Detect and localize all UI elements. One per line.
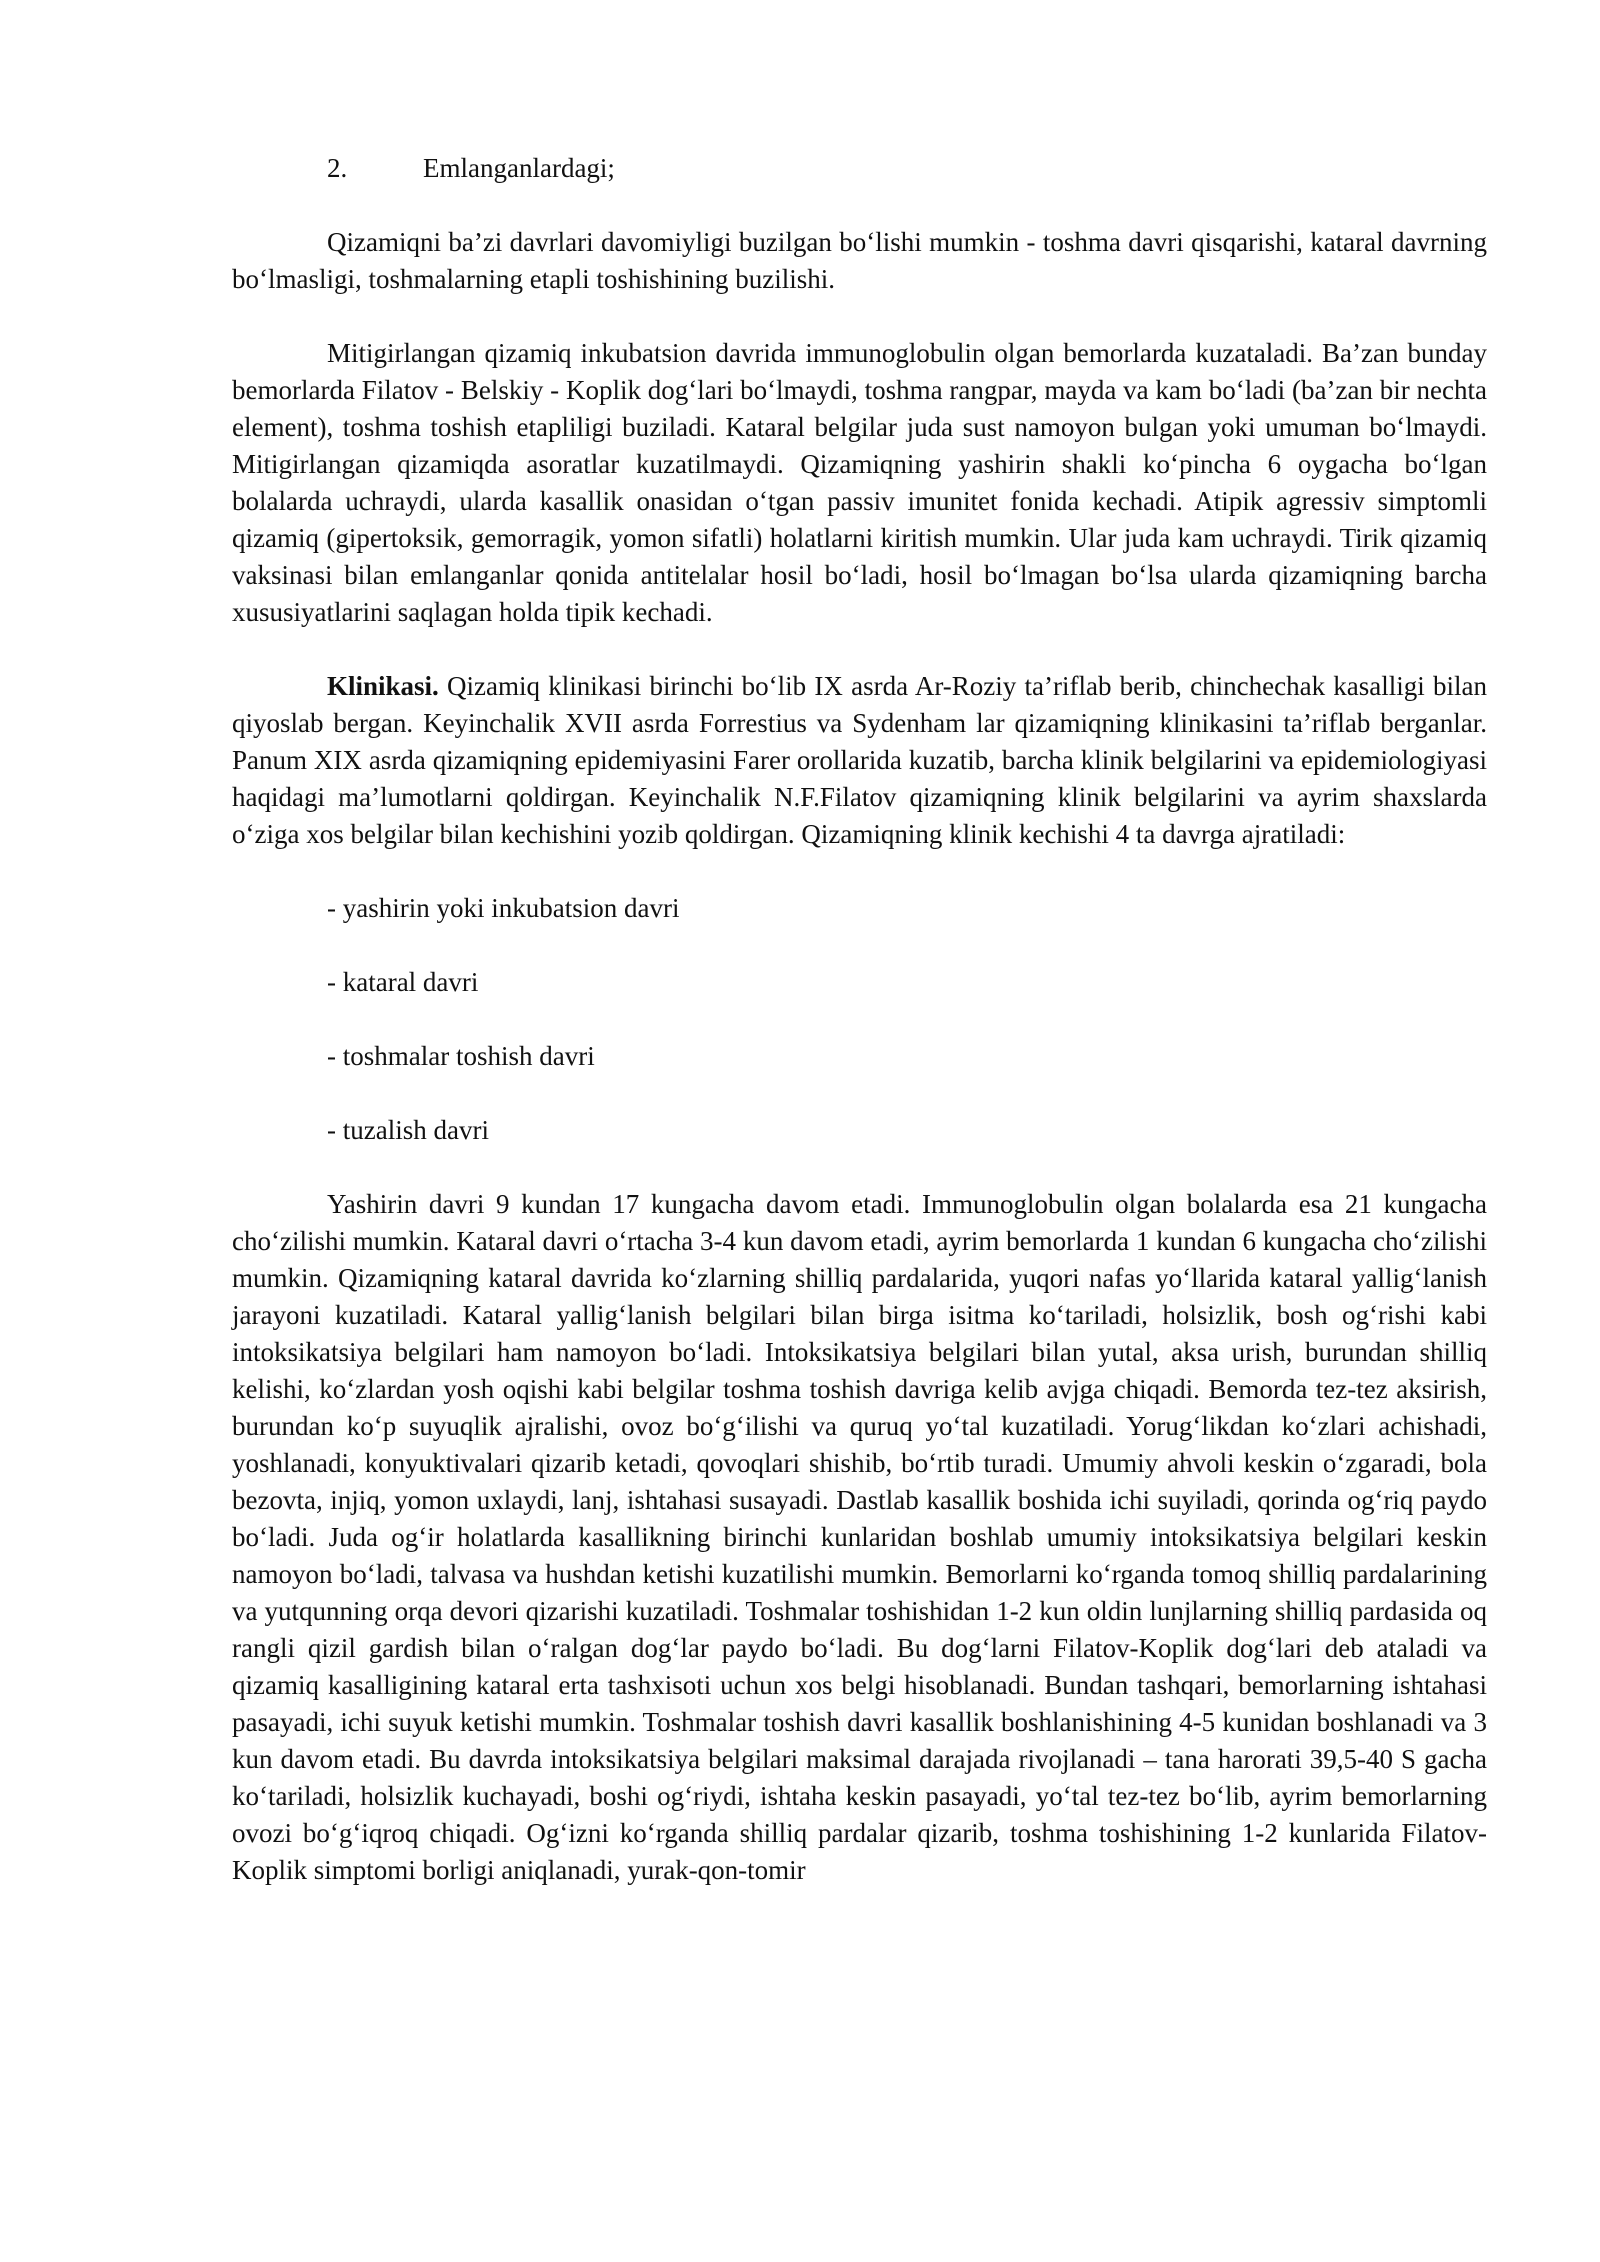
paragraph-altered-periods: Qizamiqni ba’zi davrlari davomiyligi buzilgan bo‘lishi mumkin - toshma davri qisqarishi, kataral davrning bo‘lmasligi, toshmalarning etapli toshishining buzilishi.: [232, 227, 1487, 294]
paragraph-mitigated-measles: Mitigirlangan qizamiq inkubatsion davrida immunoglobulin olgan bemorlarda kuzataladi. Ba’zan bunday bemorlarda Filatov - Belskiy - Koplik dog‘lari bo‘lmaydi, toshma rangpar, mayda va kam bo‘ladi (ba’zan bir nechta element), toshma toshish etapliligi buziladi. Kataral belgilar juda sust namoyon bulgan yoki umuman bo‘lmaydi. Mitigirlangan qizamiqda asoratlar kuzatilmaydi. Qizamiqning yashirin shakli ko‘pincha 6 oygacha bo‘lgan bolalarda uchraydi, ularda kasallik onasidan o‘tgan passiv imunitet fonida kechadi. Atipik agressiv simptomli qizamiq (gipertoksik, gemorragik, yomon sifatli) holatlarni kiritish mumkin. Ular juda kam uchraydi. Tirik qizamiq vaksinasi bilan emlanganlar qonida antitelalar hosil bo‘ladi, hosil bo‘lmagan bo‘lsa ularda qizamiqning barcha xususiyatlarini saqlagan holda tipik kechadi.: [232, 338, 1487, 627]
document-page: [232, 150, 1487, 1889]
clinical-history-text: Qizamiq klinikasi birinchi bo‘lib IX asrda Ar-Roziy ta’riflab berib, chinchechak kasalligi bilan qiyoslab bergan. Keyinchalik XVII asrda Forrestius va Sydenham lar qizamiqning klinikasini ta’riflab berganlar. Panum XIX asrda qizamiqning epidemiyasini Farer orollarida kuzatib, barcha klinik belgilarini va epidemiologiyasi haqidagi ma’lumotlarni qoldirgan. Keyinchalik N.F.Filatov qizamiqning klinik belgilarini va ayrim shaxslarda o‘ziga xos belgilar bilan kechishini yozib qoldirgan. Qizamiqning klinik kechishi 4 ta davrga ajratiladi:: [232, 671, 1487, 849]
list-item: - toshmalar toshish davri: [327, 1041, 595, 1071]
section-number: 2.: [327, 153, 348, 183]
clinical-heading: Klinikasi.: [327, 671, 439, 701]
list-item: - yashirin yoki inkubatsion davri: [327, 893, 680, 923]
list-item: - kataral davri: [327, 967, 479, 997]
paragraph-clinical-history: [232, 668, 1487, 853]
paragraph-periods-description: Yashirin davri 9 kundan 17 kungacha davom etadi. Immunoglobulin olgan bolalarda esa 21 kungacha cho‘zilishi mumkin. Kataral davri o‘rtacha 3-4 kun davom etadi, ayrim bemorlarda 1 kundan 6 kungacha cho‘zilishi mumkin. Qizamiqning kataral davrida ko‘zlarning shilliq pardalarida, yuqori nafas yo‘llarida kataral yallig‘lanish jarayoni kuzatiladi. Kataral yallig‘lanish belgilari bilan birga isitma ko‘tariladi, holsizlik, bosh og‘rishi kabi intoksikatsiya belgilari ham namoyon bo‘ladi. Intoksikatsiya belgilari bilan yutal, aksa urish, burundan shilliq kelishi, ko‘zlardan yosh oqishi kabi belgilar toshma toshish davriga kelib avjga chiqadi. Bemorda tez-tez aksirish, burundan ko‘p suyuqlik ajralishi, ovoz bo‘g‘ilishi va quruq yo‘tal kuzatiladi. Yorug‘likdan ko‘zlari achishadi, yoshlanadi, konyuktivalari qizarib ketadi, qovoqlari shishib, bo‘rtib turadi. Umumiy ahvoli keskin o‘zgaradi, bola bezovta, injiq, yomon uxlaydi, lanj, ishtahasi susayadi. Dastlab kasallik boshida ichi suyiladi, qorinda og‘riq paydo bo‘ladi. Juda og‘ir holatlarda kasallikning birinchi kunlaridan boshlab umumiy intoksikatsiya belgilari keskin namoyon bo‘ladi, talvasa va hushdan ketishi kuzatilishi mumkin. Bemorlarni ko‘rganda tomoq shilliq pardalarining va yutqunning orqa devori qizarishi kuzatiladi. Toshmalar toshishidan 1-2 kun oldin lunjlarning shilliq pardasida oq rangli qizil gardish bilan o‘ralgan dog‘lar paydo bo‘ladi. Bu dog‘larni Filatov-Koplik dog‘lari deb ataladi va qizamiq kasalligining kataral erta tashxisoti uchun xos belgi hisoblanadi. Bundan tashqari, bemorlarning ishtahasi pasayadi, ichi suyuk ketishi mumkin. Toshmalar toshish davri kasallik boshlanishining 4-5 kunidan boshlanadi va 3 kun davom etadi. Bu davrda intoksikatsiya belgilari maksimal darajada rivojlanadi – tana harorati 39,5-40 S gacha ko‘tariladi, holsizlik kuchayadi, boshi og‘riydi, ishtaha keskin pasayadi, yo‘tal tez-tez bo‘lib, ayrim bemorlarning ovozi bo‘g‘iqroq chiqadi. Og‘izni ko‘rganda shilliq pardalar qizarib, toshma toshishining 1-2 kunlarida Filatov-Koplik simptomi borligi aniqlanadi, yurak-qon-tomir: [232, 1189, 1487, 1885]
list-item: - tuzalish davri: [327, 1115, 489, 1145]
section-title: Emlanganlardagi;: [423, 153, 615, 183]
section-heading: [232, 150, 1487, 187]
